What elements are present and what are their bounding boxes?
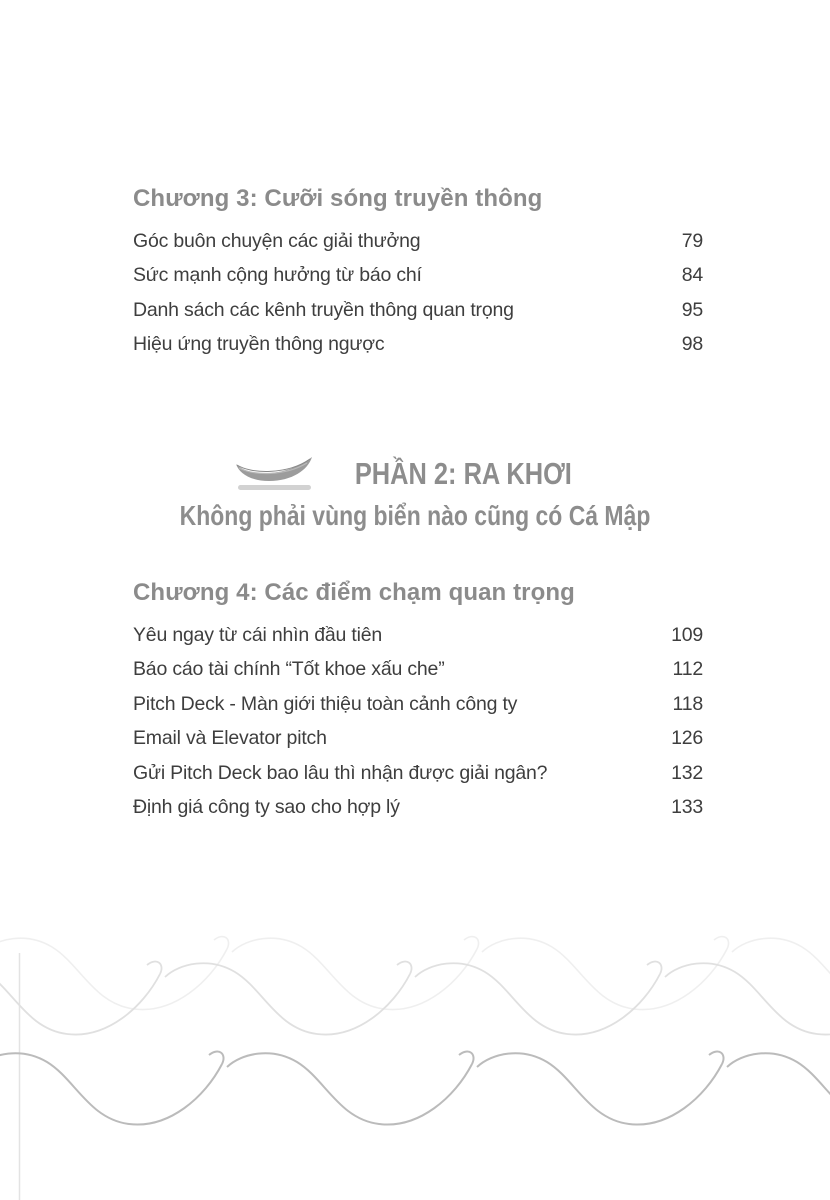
toc-entry (133, 687, 703, 722)
part-subtitle: Không phải vùng biển nào cũng có Cá Mập (179, 500, 651, 531)
toc-entry (133, 791, 703, 826)
entry-title: Báo cáo tài chính “Tốt khoe xấu che” (133, 658, 445, 681)
entry-page-number: 112 (672, 658, 703, 681)
entry-title: Góc buôn chuyện các giải thưởng (133, 229, 421, 252)
entry-page-number: 79 (681, 229, 703, 252)
waves-decoration (0, 930, 830, 1200)
boat-icon (235, 455, 315, 493)
entry-title: Yêu ngay từ cái nhìn đầu tiên (133, 623, 383, 646)
toc-entry (133, 722, 703, 757)
entry-title: Danh sách các kênh truyền thông quan trọng (133, 298, 514, 321)
entry-page-number: 132 (671, 761, 703, 784)
toc-entry (133, 328, 703, 363)
chapter-3-heading: Chương 3: Cưỡi sóng truyền thông (133, 185, 543, 212)
entry-title: Sức mạnh cộng hưởng từ báo chí (133, 264, 422, 287)
entry-title: Gửi Pitch Deck bao lâu thì nhận được giải ngân? (133, 761, 548, 784)
toc-entry (133, 293, 703, 328)
entry-page-number: 133 (671, 796, 703, 819)
toc-entry (133, 224, 703, 259)
part-divider (0, 452, 830, 532)
entry-page-number: 109 (671, 623, 703, 646)
entry-title: Hiệu ứng truyền thông ngược (133, 333, 385, 356)
entry-page-number: 126 (671, 727, 703, 750)
entry-title: Định giá công ty sao cho hợp lý (133, 796, 400, 819)
entry-title: Pitch Deck - Màn giới thiệu toàn cảnh công ty (133, 692, 518, 715)
section-chapter-4 (133, 578, 703, 825)
entry-title: Email và Elevator pitch (133, 727, 327, 750)
part-title: PHẦN 2: RA KHƠI (354, 456, 572, 491)
entry-page-number: 95 (681, 298, 703, 321)
toc-entry (133, 618, 703, 653)
entry-page-number: 98 (681, 333, 703, 356)
section-chapter-3 (133, 184, 703, 362)
entry-page-number: 118 (672, 692, 703, 715)
toc-entry (133, 259, 703, 294)
part-title-line (0, 452, 830, 496)
toc-entry (133, 653, 703, 688)
entry-page-number: 84 (681, 264, 703, 287)
chapter-4-heading: Chương 4: Các điểm chạm quan trọng (133, 579, 575, 606)
toc-entry (133, 756, 703, 791)
